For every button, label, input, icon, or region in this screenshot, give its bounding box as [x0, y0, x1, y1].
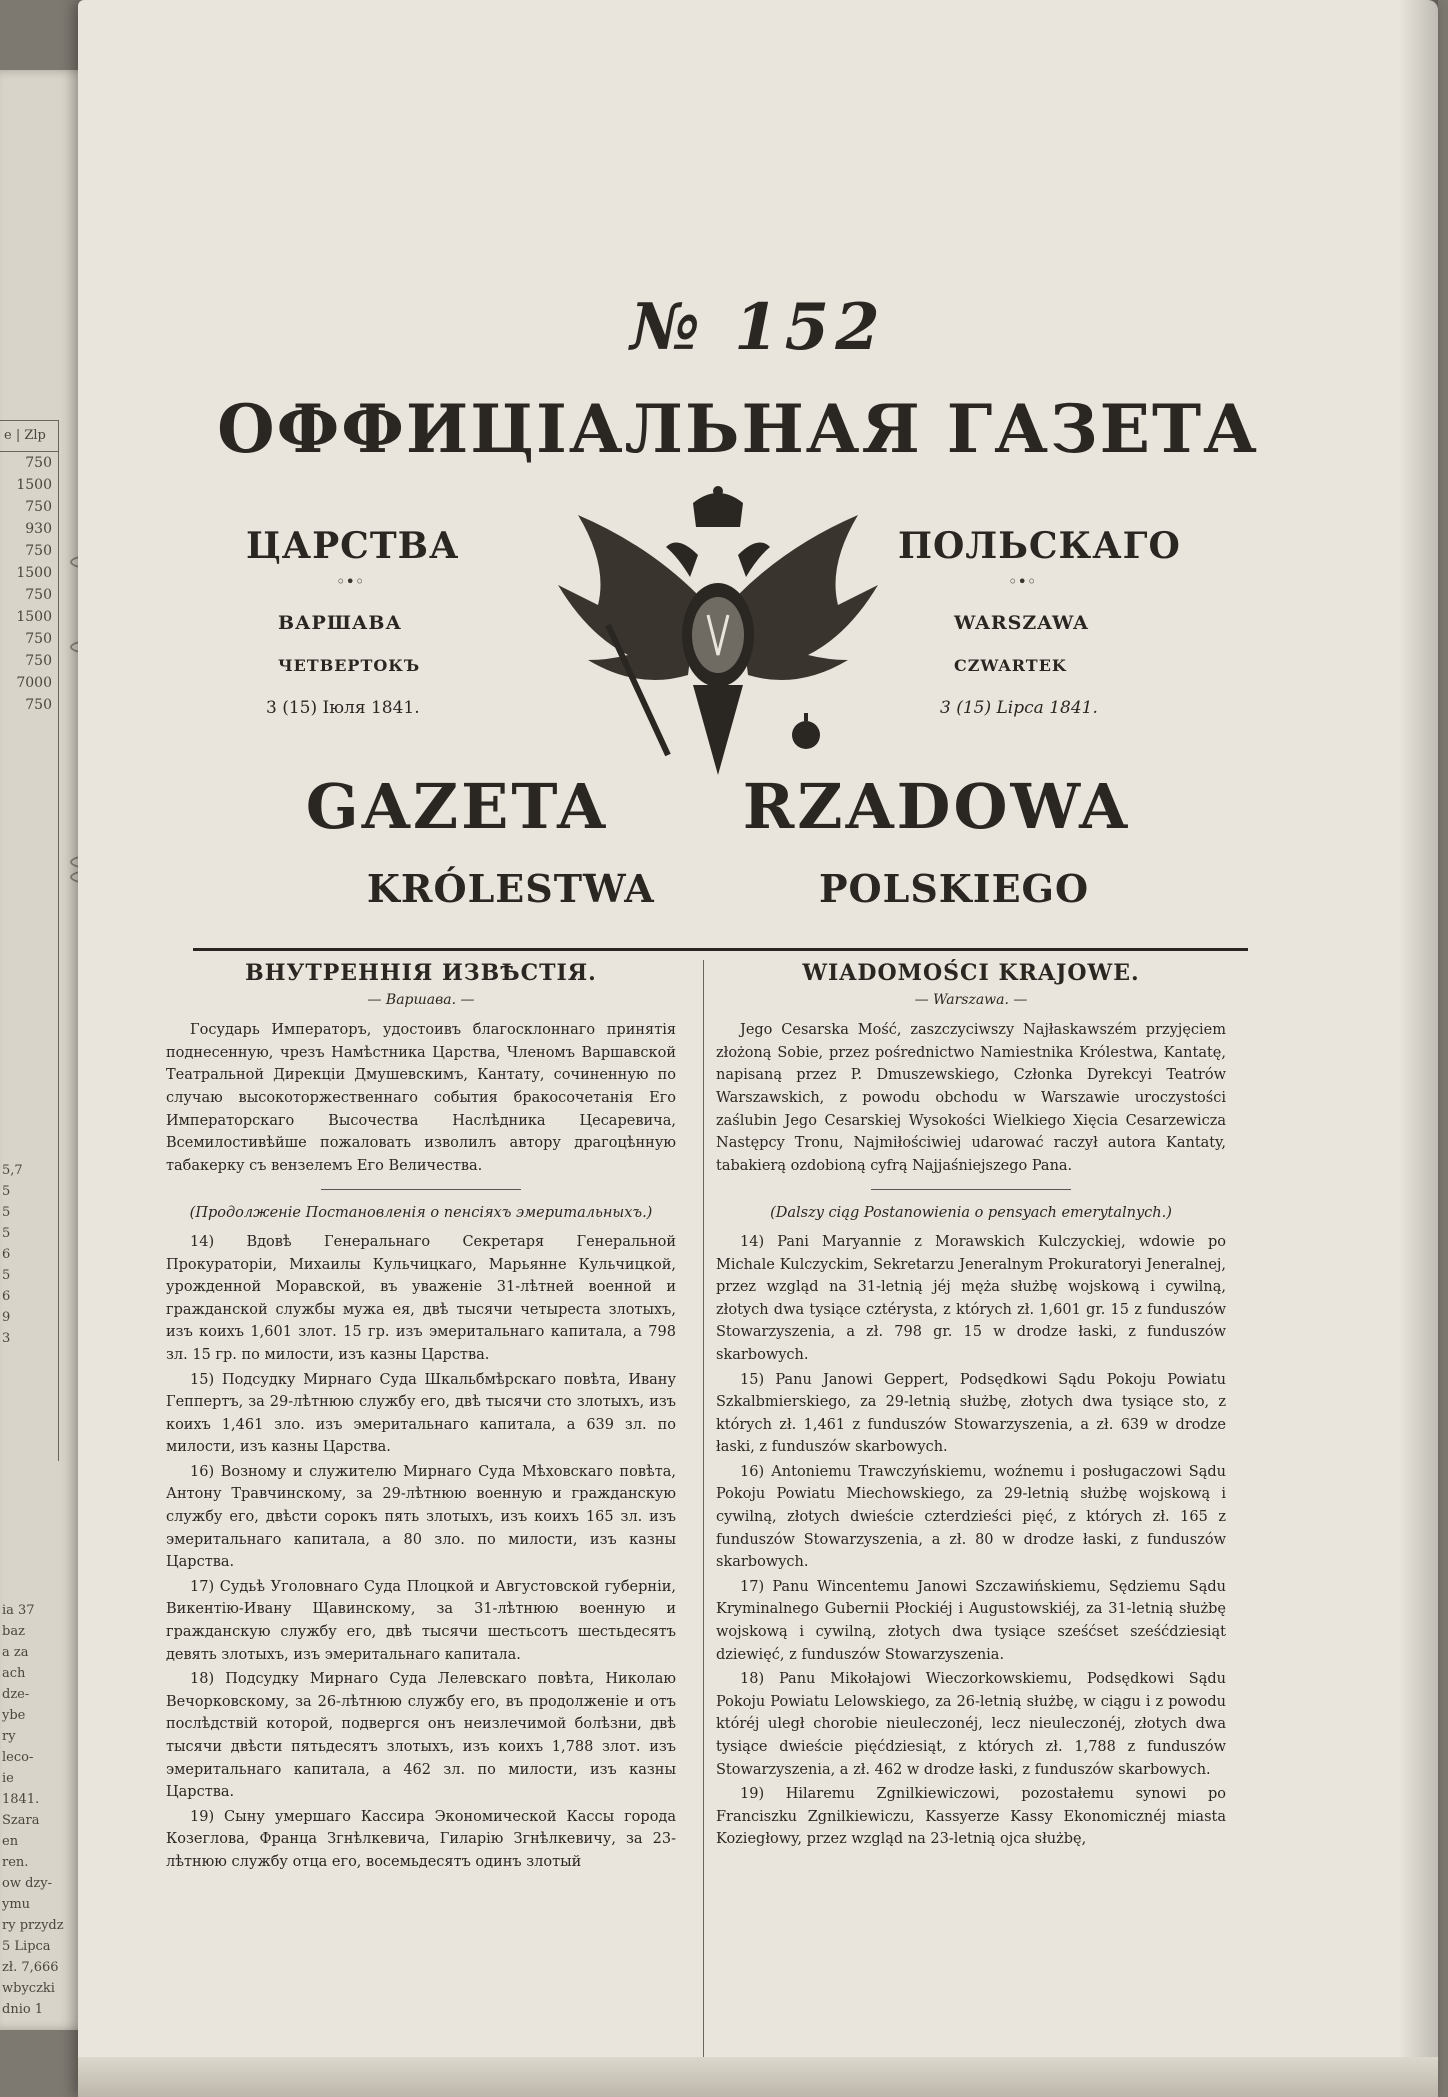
facing-fragment: 5,7	[2, 1163, 23, 1178]
facing-table-value: 750	[25, 587, 52, 603]
masthead-rule	[193, 948, 1248, 951]
subtitle-polish: KRÓLESTWA POLSKIEGO	[366, 866, 1090, 911]
ornament-left: ◦•◦	[336, 572, 365, 591]
page-bottom-edge	[78, 2057, 1438, 2097]
polish-intro: Jego Cesarska Mość, zaszczyciwszy Najłaskawszém przyjęciem złożoną Sobie, przez pośrednictwo Namiestnika Królestwa, Kantatę, napisaną przez P. Dmuszewskiego, Członka Dyrekcyi Teatrów Warszawskich, z powodu obchodu w Warszawie uroczystości zaślubin Jego Cesarskiej Wysokości Wielkiego Xięcia Cesarzewicza Następcy Tronu, Najmiłościwiej udarować raczył autora Kantaty, tabakierą ozdobioną cyfrą Najjaśniejszego Pana.	[716, 1022, 1226, 1174]
masthead-right-day: CZWARTEK	[954, 656, 1067, 675]
facing-table-value: 750	[25, 499, 52, 515]
facing-fragment: ry przydz	[2, 1918, 64, 1933]
paragraph: 14) Вдовѣ Генеральнаго Секретаря Генеральной Прокураторіи, Михаилы Кульчицкаго, Марьянне Кульчицкой, урожденной Моравской, въ уваженіе 31-лѣтней военной и гражданской службы мужа ея, двѣ тысячи четыреста злотыхъ, изъ коихъ 1,601 злот. 15 гр. изъ эмеритальнаго капитала, а 798 зл. 15 гр. по милости, изъ казны Царства.	[166, 1233, 676, 1363]
paragraph: 19) Сыну умершаго Кассира Экономической Кассы города Козеглова, Франца Згнѣлкевича, Гиларію Згнѣлкевичу, за 23-лѣтнюю службу отца его, восемьдесятъ одинъ злотый	[166, 1808, 676, 1870]
paragraph: 15) Panu Janowi Geppert, Podsędkowi Sądu Pokoju Powiatu Szkalbmierskiego, za 29-letnią służbę, złotych dwa tysiące sto, z których zł. 1,461 z funduszów Stowarzyszenia, a zł. 639 w drodze łaski, z funduszów skarbowych.	[716, 1371, 1226, 1456]
facing-fragment: wbyczki	[2, 1981, 55, 1996]
facing-fragment: a za	[2, 1645, 29, 1660]
paragraph: 16) Antoniemu Trawczyńskiemu, woźnemu i posługaczowi Sądu Pokoju Powiatu Miechowskiego, za 29-letnią służbę wojskową i cywilną, złotych dwieście czterdzieści pięć, z których zł. 165 z funduszów Stowarzyszenia, a zł. 80 w drodze łaski, z funduszów skarbowych.	[716, 1463, 1226, 1571]
polish-column	[716, 962, 1226, 1853]
paragraph: 15) Подсудку Мирнаго Суда Шкальбмѣрскаго повѣта, Ивану Геппертъ, за 29-лѣтнюю службу его, двѣ тысячи сто злотыхъ, изъ коихъ 1,461 зло. изъ эмеритальнаго капитала, а 639 зл. по милости, изъ казны Царства.	[166, 1371, 676, 1456]
facing-fragment: Szara	[2, 1813, 40, 1828]
newspaper-page	[78, 0, 1438, 2097]
facing-fragment: ie	[2, 1771, 14, 1786]
facing-fragment: ry	[2, 1729, 16, 1744]
facing-fragment: dze-	[2, 1687, 30, 1702]
facing-table-value: 930	[25, 521, 52, 537]
facing-table-header: e | Zlp	[0, 421, 58, 452]
facing-fragment: dnio 1	[2, 2002, 44, 2017]
ornament-right: ◦•◦	[1008, 572, 1037, 591]
russian-note: (Продолженіе Постановленія о пенсіяхъ эмеритальныхъ.)	[189, 1205, 653, 1222]
polish-place: — Warszawa. —	[914, 991, 1028, 1008]
facing-table-value: 750	[25, 653, 52, 669]
masthead-right-word: ПОЛЬСКАГО	[898, 525, 1181, 567]
facing-table-value: 1500	[16, 609, 52, 625]
masthead-left-date: 3 (15) Іюля 1841.	[266, 698, 420, 718]
issue-number: № 152	[630, 290, 886, 365]
masthead-left-day: ЧЕТВЕРТОКЪ	[278, 656, 421, 675]
facing-fragment: 6	[2, 1247, 11, 1262]
facing-fragment: ach	[2, 1666, 26, 1681]
double-headed-eagle-emblem	[548, 485, 888, 785]
facing-fragment: 5 Lipca	[2, 1939, 51, 1954]
facing-table-value: 1500	[16, 477, 52, 493]
facing-fragment: ybe	[2, 1708, 26, 1723]
facing-fragment: ren.	[2, 1855, 29, 1870]
paragraph: 18) Panu Mikołajowi Wieczorkowskiemu, Podsędkowi Sądu Pokoju Powiatu Lelowskiego, za 26-letnią służbę, w ciągu i z powodu któréj uległ chorobie nieuleczonéj, lecz nieuleczonéj, złotych dwa tysiące dwieście pięćdziesiąt, z których zł. 1,788 z funduszów Stowarzyszenia, a zł. 462 w drodze łaski, z funduszów skarbowych.	[716, 1671, 1226, 1778]
facing-fragment: en	[2, 1834, 19, 1849]
title-russian: ОФФИЦIАЛЬНАЯ ГАЗЕТА	[217, 390, 1259, 468]
polish-heading: WIADOMOŚCI KRAJOWE.	[802, 960, 1140, 986]
paragraph: 17) Судьѣ Уголовнаго Суда Плоцкой и Августовской губерніи, Викентію-Ивану Щавинскому, за 31-лѣтнюю военную и гражданскую службу его, двѣ тысячи шестьсотъ шестьдесятъ девять злотыхъ, изъ эмеритальнаго капитала.	[166, 1578, 676, 1663]
russian-place: — Варшава. —	[367, 991, 475, 1008]
facing-table-value: 7000	[16, 675, 52, 691]
masthead-right-date: 3 (15) Lipca 1841.	[940, 698, 1098, 718]
facing-fragment: leco-	[2, 1750, 34, 1765]
facing-fragment: 9	[2, 1310, 11, 1325]
facing-table-value: 1500	[16, 565, 52, 581]
facing-fragment: ia 37	[2, 1603, 35, 1618]
facing-table-value: 750	[25, 455, 52, 471]
facing-fragment: zł. 7,666	[2, 1960, 59, 1975]
facing-table-value: 750	[25, 697, 52, 713]
facing-fragment: 3	[2, 1331, 11, 1346]
masthead-left-city: ВАРШАВА	[278, 612, 402, 634]
facing-table-value: 750	[25, 631, 52, 647]
masthead-right-city: WARSZAWA	[954, 612, 1089, 634]
facing-fragment: baz	[2, 1624, 25, 1639]
facing-fragment: ow dzy-	[2, 1876, 52, 1891]
russian-intro: Государь Императоръ, удостоивъ благосклоннаго принятія поднесенную, чрезъ Намѣстника Царства, Членомъ Варшавской Театральной Дирекціи Дмушевскимъ, Кантату, сочиненную по случаю высокоторжественнаго события бракосочетанія Его Императорскаго Высочества Наслѣдника Цесаревича, Всемилостивѣйше пожаловать изволилъ автору драгоцѣнную табакерку съ вензелемъ Его Величества.	[166, 1022, 676, 1174]
facing-fragment: 5	[2, 1268, 11, 1283]
facing-fragment: 1841.	[2, 1792, 40, 1807]
facing-fragment: 5	[2, 1184, 11, 1199]
facing-table-value: 750	[25, 543, 52, 559]
masthead-left-word: ЦАРСТВА	[246, 525, 460, 567]
paragraph: 17) Panu Wincentemu Janowi Szczawińskiemu, Sędziemu Sądu Kryminalnego Gubernii Płockiéj i Augustowskiéj, za 31-letnią służbę wojskową i cywilną, złotych dwa tysiące sześćset sześćdziesiąt dziewięć, z funduszów Stowarzyszenia.	[716, 1578, 1226, 1663]
facing-fragment: 6	[2, 1289, 11, 1304]
title-polish: GAZETA RZADOWA	[305, 770, 1131, 843]
facing-fragment: ymu	[2, 1897, 31, 1912]
facing-fragment: 5	[2, 1205, 11, 1220]
paragraph: 19) Hilaremu Zgnilkiewiczowi, pozostałemu synowi po Franciszku Zgnilkiewiczu, Kassyerze Kassy Ekonomicznéj miasta Koziegłowy, przez wzgląd na 23-letnią ojca służbę,	[716, 1786, 1226, 1848]
column-divider	[703, 960, 704, 2060]
russian-heading: ВНУТРЕННІЯ ИЗВѢСТІЯ.	[245, 960, 597, 986]
paragraph: 16) Возному и служителю Мирнаго Суда Мѣховскаго повѣта, Антону Травчинскому, за 29-лѣтнюю военную и гражданскую службу его, двѣсти сорокъ пять злотыхъ, изъ коихъ 165 зл. изъ эмеритальнаго капитала, а 80 зло. по милости, изъ казны Царства.	[166, 1463, 676, 1571]
polish-note: (Dalszy ciąg Postanowienia o pensyach emerytalnych.)	[770, 1205, 1172, 1222]
russian-column	[166, 962, 676, 1876]
facing-fragment: 5	[2, 1226, 11, 1241]
paragraph: 14) Pani Maryannie z Morawskich Kulczyckiej, wdowie po Michale Kulczyckim, Sekretarzu Jeneralnym Prokuratoryi Jeneralnej, przez wzgląd na 31-letnią jéj męża służbę wojskową i cywilną, złotych dwa tysiące cztérysta, z których zł. 1,601 gr. 15 z funduszów Stowarzyszenia, a zł. 798 gr. 15 w drodze łaski, z funduszów skarbowych.	[716, 1233, 1226, 1363]
paragraph: 18) Подсудку Мирнаго Суда Лелевскаго повѣта, Николаю Вечорковскому, за 26-лѣтнюю службу его, въ продолженіе и отъ послѣдствій которой, подвергся онъ неизлечимой болѣзни, двѣ тысячи двѣсти пятьдесятъ злотыхъ, изъ коихъ 1,788 злот. изъ эмеритальнаго капитала, а 462 зл. по милости, изъ казны Царства.	[166, 1671, 676, 1801]
